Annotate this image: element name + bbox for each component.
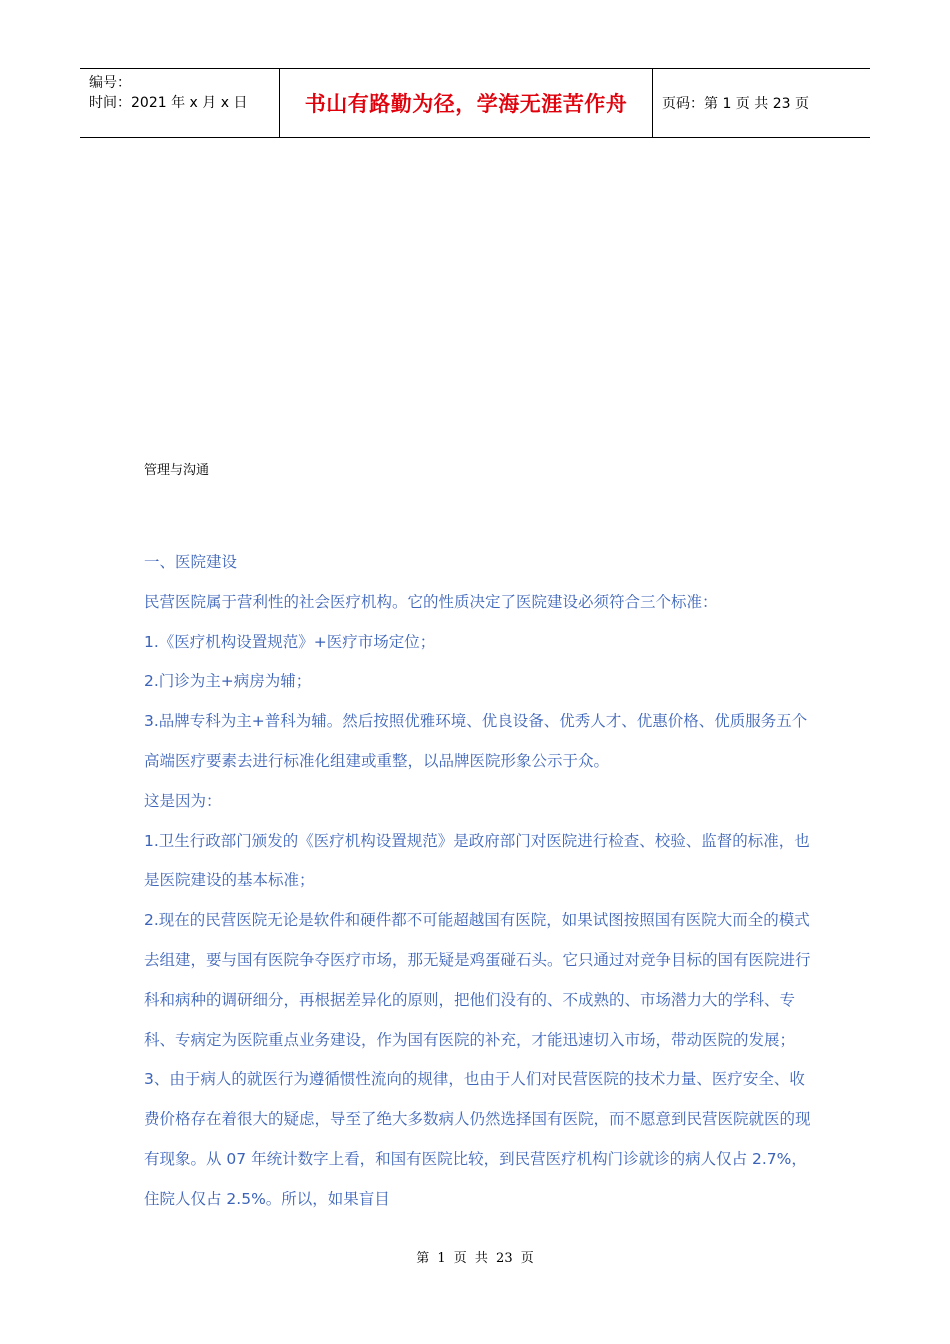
document-body <box>144 543 816 1220</box>
paragraph: 这是因为： <box>144 791 222 810</box>
paragraph: 1.卫生行政部门颁发的《医疗机构设置规范》是政府部门对医院进行检查、校验、监督的标准，也是医院建设的基本标准； <box>144 831 810 890</box>
page-header <box>80 68 870 138</box>
header-motto-cell <box>280 69 653 137</box>
header-page-info-cell <box>653 69 870 137</box>
paragraph: 1.《医疗机构设置规范》+医疗市场定位； <box>144 632 436 651</box>
header-page-info: 页码：第 1 页 共 23 页 <box>662 96 809 112</box>
section-heading: 一、医院建设 <box>144 553 238 571</box>
page-footer: 第 1 页 共 23 页 <box>416 1251 534 1266</box>
number-label: 编号： <box>89 75 131 91</box>
paragraph: 民营医院属于营利性的社会医疗机构。它的性质决定了医院建设必须符合三个标准： <box>144 592 718 611</box>
time-label: 时间：2021 年 x 月 x 日 <box>89 95 248 111</box>
document-title: 管理与沟通 <box>144 463 210 478</box>
paragraph: 2.现在的民营医院无论是软件和硬件都不可能超越国有医院，如果试图按照国有医院大而全的模式去组建，要与国有医院争夺医疗市场，那无疑是鸡蛋碰石头。它只通过对竞争目标的国有医院进行科和病种的调研细分，再根据差异化的原则，把他们没有的、不成熟的、市场潜力大的学科、专科、专病定为医院重点业务建设，作为国有医院的补充，才能迅速切入市场，带动医院的发展；3、由于病人的就医行为遵循惯性流向的规律，也由于人们对民营医院的技术力量、医疗安全、收费价格存在着很大的疑虑，导至了绝大多数病人仍然选择国有医院，而不愿意到民营医院就医的现有现象。从 07 年统计数字上看，和国有医院比较，到民营医疗机构门诊就诊的病人仅占 2.7%，住院人仅占 2.5%。所以，如果盲目 <box>144 911 811 1208</box>
paragraph: 2.门诊为主+病房为辅； <box>144 672 312 691</box>
paragraph: 3.品牌专科为主+普科为辅。然后按照优雅环境、优良设备、优秀人才、优惠价格、优质服务五个高端医疗要素去进行标准化组建或重整，以品牌医院形象公示于众。 <box>144 712 808 770</box>
header-motto: 书山有路勤为径，学海无涯苦作舟 <box>304 91 628 116</box>
header-meta <box>80 69 280 137</box>
